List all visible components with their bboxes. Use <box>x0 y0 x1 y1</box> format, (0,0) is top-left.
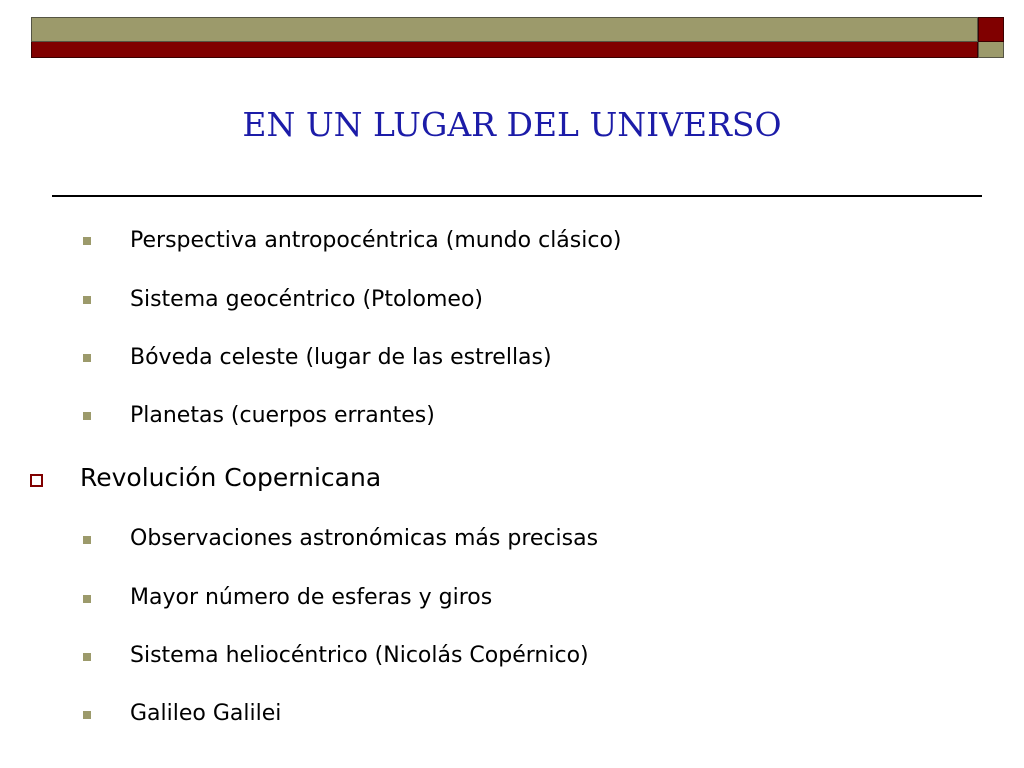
square-bullet-icon <box>83 354 91 362</box>
square-bullet-icon <box>83 237 91 245</box>
bullet-item: Planetas (cuerpos errantes) <box>130 403 435 428</box>
hollow-square-bullet-icon <box>30 474 43 487</box>
square-bullet-icon <box>83 711 91 719</box>
square-bullet-icon <box>83 412 91 420</box>
bullet-item: Observaciones astronómicas más precisas <box>130 526 599 551</box>
section-heading: Revolución Copernicana <box>80 463 382 492</box>
header-bar-olive <box>31 17 978 42</box>
square-bullet-icon <box>83 595 91 603</box>
title-divider <box>52 195 982 197</box>
header-bar-red <box>31 42 978 58</box>
header-square-red <box>978 17 1004 42</box>
bullet-item: Sistema heliocéntrico (Nicolás Copérnico) <box>130 643 589 668</box>
header-square-olive <box>978 42 1004 58</box>
square-bullet-icon <box>83 296 91 304</box>
bullet-item: Sistema geocéntrico (Ptolomeo) <box>130 287 483 312</box>
square-bullet-icon <box>83 536 91 544</box>
bullet-item: Mayor número de esferas y giros <box>130 585 493 610</box>
bullet-item: Galileo Galilei <box>130 701 282 726</box>
square-bullet-icon <box>83 653 91 661</box>
slide-title: EN UN LUGAR DEL UNIVERSO <box>242 105 782 144</box>
bullet-item: Bóveda celeste (lugar de las estrellas) <box>130 345 552 370</box>
bullet-item: Perspectiva antropocéntrica (mundo clásico) <box>130 228 622 253</box>
